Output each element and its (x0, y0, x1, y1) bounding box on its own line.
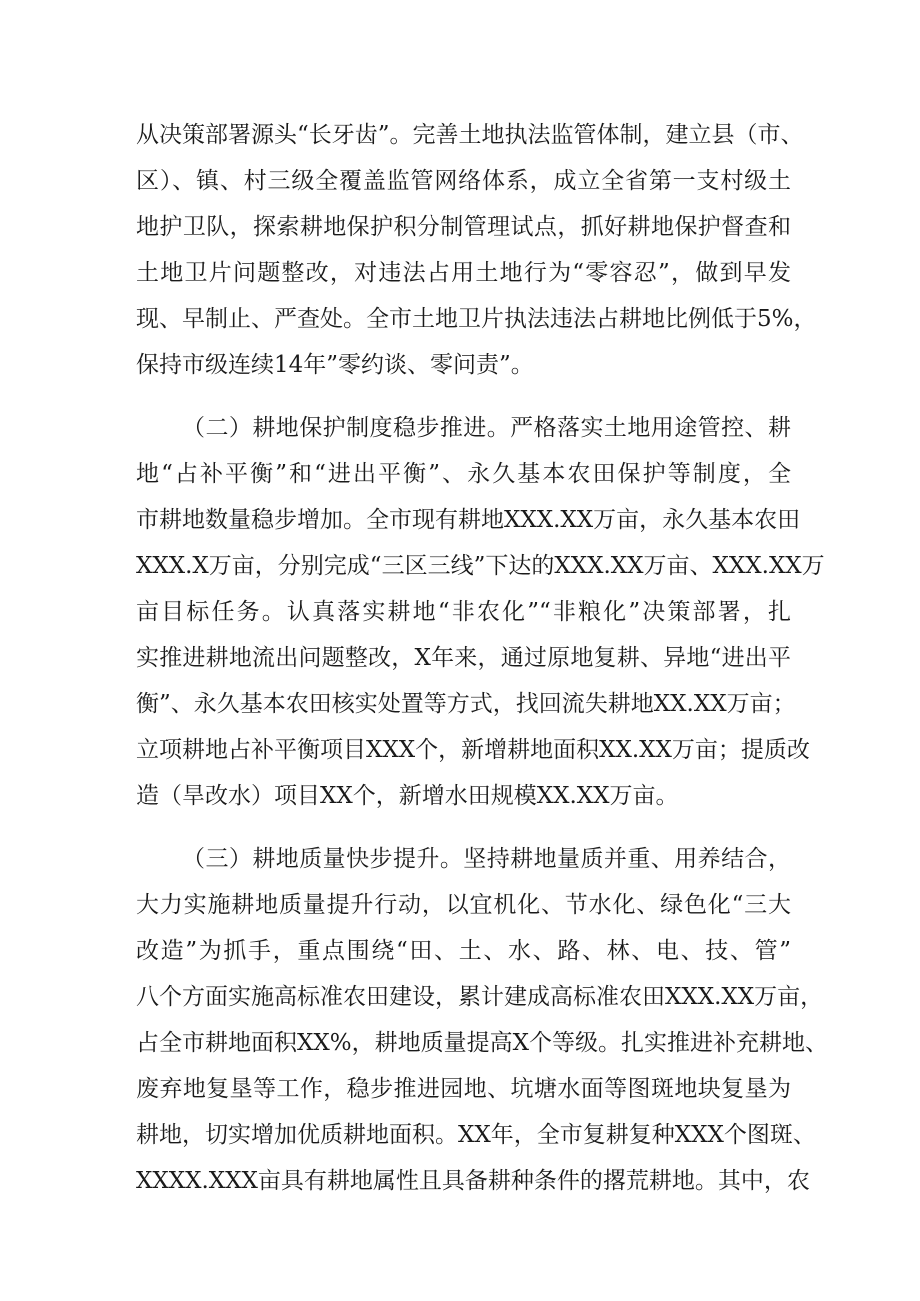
text-line: 地“占补平衡”和“进出平衡”、永久基本农田保护等制度，全 (136, 461, 791, 487)
text-line: 市耕地数量稳步增加。全市现有耕地XXX.XX万亩，永久基本农田 (136, 507, 801, 533)
text-line: 保持市级连续14年”零约谈、零问责”。 (136, 352, 534, 378)
text-line: 地护卫队，探索耕地保护积分制管理试点，抓好耕地保护督查和 (136, 214, 791, 240)
text-line: 改造”为抓手，重点围绕“田、土、水、路、林、电、技、管” (136, 938, 791, 964)
document-body (136, 112, 828, 1204)
text-line: 造（旱改水）项目XX个，新增水田规模XX.XX万亩。 (136, 783, 679, 809)
text-line: XXXX.XXX亩具有耕地属性且具备耕种条件的撂荒耕地。其中，农 (136, 1168, 810, 1194)
text-line: 八个方面实施高标准农田建设，累计建成高标准农田XXX.XX万亩， (136, 984, 824, 1010)
text-line: 土地卫片问题整改，对违法占用土地行为“零容忍”，做到早发 (136, 260, 791, 286)
text-line: 大力实施耕地质量提升行动，以宜机化、节水化、绿色化“三大 (136, 892, 791, 918)
paragraph-protection-system (136, 405, 825, 819)
text-line: 衡”、永久基本农田核实处置等方式，找回流失耕地XX.XX万亩； (136, 691, 796, 717)
text-line: （二）耕地保护制度稳步推进。严格落实土地用途管控、耕 (182, 415, 791, 441)
text-line: （三）耕地质量快步提升。坚持耕地量质并重、用养结合， (182, 846, 791, 872)
text-line: 废弃地复垦等工作，稳步推进园地、坑塘水面等图斑地块复垦为 (136, 1076, 791, 1102)
text-line: 实推进耕地流出问题整改，X年来，通过原地复耕、异地“进出平 (136, 645, 791, 671)
text-line: 亩目标任务。认真落实耕地“非农化”“非粮化”决策部署，扎 (136, 599, 791, 625)
text-line: 区）、镇、村三级全覆盖监管网络体系，成立全省第一支村级土 (136, 168, 791, 194)
text-line: XXX.X万亩，分别完成“三区三线”下达的XXX.XX万亩、XXX.XX万 (136, 553, 825, 579)
text-line: 从决策部署源头“长牙齿”。完善土地执法监管体制，建立县（市、 (136, 122, 804, 148)
paragraph-quality-improvement (136, 836, 828, 1204)
text-line: 耕地，切实增加优质耕地面积。XX年，全市复耕复种XXX个图斑、 (136, 1122, 816, 1148)
text-line: 现、早制止、严查处。全市土地卫片执法违法占耕地比例低于5%， (136, 306, 817, 332)
text-line: 立项耕地占补平衡项目XXX个，新增耕地面积XX.XX万亩；提质改 (136, 737, 810, 763)
text-line: 占全市耕地面积XX%，耕地质量提高X个等级。扎实推进补充耕地、 (136, 1030, 828, 1056)
paragraph-law-enforcement (136, 112, 817, 388)
